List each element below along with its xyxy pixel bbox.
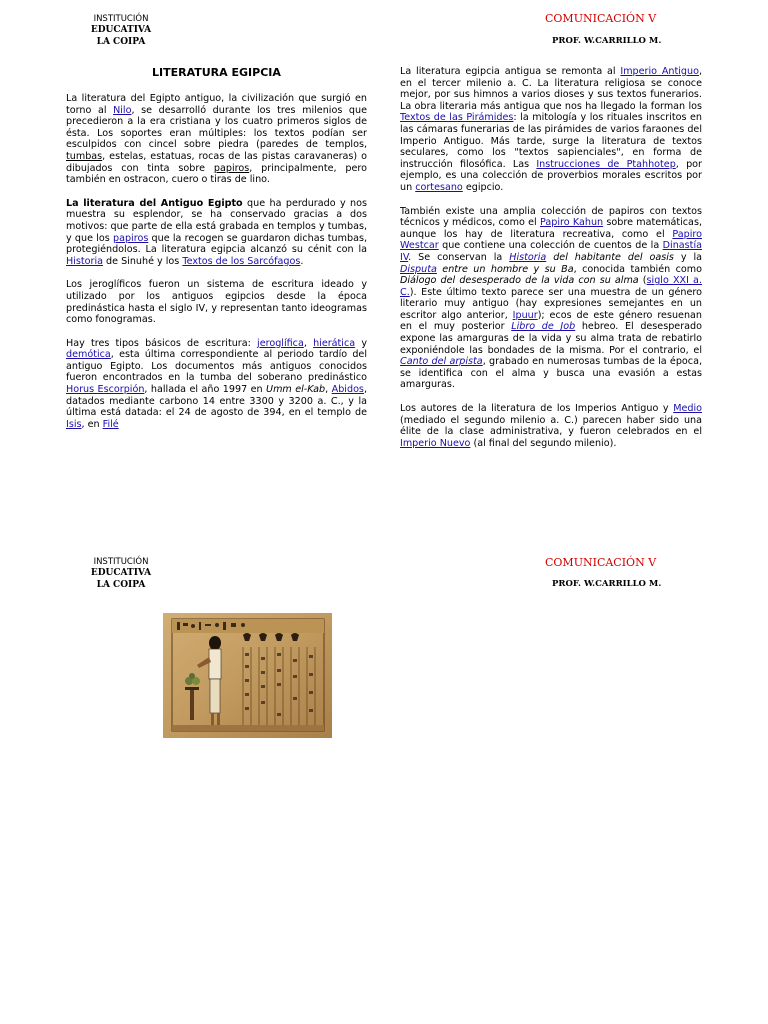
link-imperio-antiguo[interactable]: Imperio Antiguo [620, 66, 699, 77]
link-canto-arpista[interactable]: Canto del arpista [400, 356, 483, 368]
link-medio[interactable]: Medio [673, 403, 702, 415]
teacher-name: PROF. W.CARRILLO M. [552, 36, 662, 46]
link-demotica[interactable]: demótica [66, 349, 111, 361]
link-nilo[interactable]: Nilo [113, 104, 132, 116]
page-title: LITERATURA EGIPCIA [152, 66, 281, 79]
papyrus-illustration [163, 613, 332, 738]
link-tumbas[interactable]: tumbas [66, 150, 103, 162]
link-horus-escorpion[interactable]: Horus Escorpión [66, 384, 145, 396]
left-paragraph-4: Hay tres tipos básicos de escritura: jeroglífica, hierática y demótica, esta última correspondiente al periodo tardío del antiguo Egipto. Los documentos más antiguos conocidos fueron encontrados en la tumba del soberano predinástico Horus Escorpión, hallada el año 1997 en Umm el-Kab, Abidos, datados mediante carbono 14 entre 3300 y 3200 a. C., y la última está datada: el 24 de agosto de 394, en el templo de Isis, en Filé [66, 337, 367, 430]
inst-line2: EDUCATIVA [90, 25, 152, 35]
right-paragraph-3: Los autores de la literatura de los Imperios Antiguo y Medio (mediado el segundo milenio a. C.) parecen haber sido una élite de la clase administrativa, y fueron celebrados en el Imperio Nuevo (al final del segundo milenio). [400, 403, 702, 449]
link-papiros[interactable]: papiros [213, 162, 250, 174]
inst-line1: INSTITUCIÓN [93, 14, 149, 24]
link-libro-job[interactable]: Libro de Job [511, 321, 576, 333]
link-isis[interactable]: Isis [66, 418, 82, 430]
inst-line2-2: EDUCATIVA [90, 568, 152, 578]
left-paragraph-1: La literatura del Egipto antiguo, la civilización que surgió en torno al Nilo, se desarrolló durante los tres milenios que precedieron a la era cristiana y los cuatro primeros siglos de ésta. Los soportes eran múltiples: los textos podían ser esculpidos con cincel sobre piedra (paredes de templos, tumbas, estelas, estatuas, rocas de las pistas caravaneras) o dibujados con tinta sobre papiros, principalmente, pero también en ostracon, cuero o tiras de lino. [66, 93, 368, 186]
institution-header-2 [80, 557, 162, 591]
link-textos-sarcofagos[interactable]: Textos de los Sarcófagos [182, 255, 301, 267]
link-dinastia-iv[interactable]: Dinastía IV [400, 240, 702, 263]
right-column [400, 66, 702, 461]
link-papiro-westcar[interactable]: Papiro Westcar [400, 228, 702, 252]
left-paragraph-2: La literatura del Antiguo Egipto que ha perdurado y nos muestra su esplendor, se ha conservado gracias a dos motivos: que parte de ella está grabada en templos y tumbas, y que los papiros que la recogen se guardaron dichas tumbas, protegiéndolos. La literatura egipcia alcanzó su cénit con la Historia de Sinuhé y los Textos de los Sarcófagos. [66, 197, 368, 267]
teacher-name-2: PROF. W.CARRILLO M. [552, 579, 662, 589]
inst-line3: LA COIPA [96, 37, 146, 47]
link-historia[interactable]: Historia [66, 255, 103, 267]
right-paragraph-1: La literatura egipcia antigua se remonta al Imperio Antiguo, en el tercer milenio a. C. La literatura religiosa se conoce mejor, por sus himnos a varios dioses y sus textos funerarios. La obra literaria más antigua que nos ha llegado la forman los Textos de las Pirámides: la mitología y los rituales inscritos en las cámaras funerarias de las pirámides de varios faraones del Imperio Antiguo. Más tarde, surge la literatura de textos seculares, como los "textos sapienciales", en forma de instrucción filosófica. Las Instrucciones de Ptahhotep, por ejemplo, es una colección de proverbios morales escritos por un cortesano egipcio. [400, 66, 702, 193]
course-title-2: COMUNICACIÓN V [545, 556, 657, 569]
link-historia-oasis[interactable]: Historia [509, 251, 547, 263]
link-cortesano[interactable]: cortesano [415, 181, 463, 193]
left-paragraph-3: Los jeroglíficos fueron un sistema de escritura ideado y utilizado por los antiguos egipcios desde la época predinástica hasta el siglo IV, y representan tanto ideogramas como fonogramas. [66, 279, 367, 326]
link-imperio-nuevo[interactable]: Imperio Nuevo [400, 437, 471, 449]
inst-line3-2: LA COIPA [96, 580, 146, 590]
link-papiro-kahun[interactable]: Papiro Kahun [540, 217, 604, 229]
link-ipuur[interactable]: Ipuur [512, 309, 538, 321]
left-column [66, 93, 367, 442]
inst-line1-2: INSTITUCIÓN [93, 557, 149, 567]
institution-header [80, 14, 162, 48]
link-file[interactable]: Filé [102, 418, 119, 430]
link-siglo-xxi[interactable]: siglo XXI a. C. [400, 275, 702, 298]
link-abidos[interactable]: Abidos [331, 384, 364, 396]
papyrus-image [163, 613, 332, 738]
link-jeroglifica[interactable]: jeroglífica [257, 337, 304, 349]
course-title: COMUNICACIÓN V [545, 12, 657, 25]
link-textos-piramides[interactable]: Textos de las Pirámides [400, 112, 514, 124]
link-papiros-2[interactable]: papiros [113, 232, 149, 244]
right-paragraph-2: También existe una amplia colección de papiros con textos técnicos y médicos, como el Papiro Kahun sobre matemáticas, aunque los hay de literatura recreativa, como el Papiro Westcar que contiene una colección de cuentos de la Dinastía IV. Se conservan la Historia del habitante del oasis y la Disputa entre un hombre y su Ba, conocida también como Diálogo del desesperado de la vida con su alma (siglo XXI a. C.). Este último texto parece ser una muestra de un género literario muy antiguo (hay expresiones semejantes en un escritor algo anterior, Ipuur); ecos de este género resuenan en el muy posterior Libro de Job hebreo. El desesperado expone las amarguras de la vida y su alma trata de rebatirlo exponiéndole las bondades de la misma. Por el contrario, el Canto del arpista, grabado en numerosas tumbas de la época, se identifica con el alma y busca una evasión a estas amarguras. [400, 205, 702, 391]
link-hieratica[interactable]: hierática [313, 337, 356, 349]
link-ptahhotep[interactable]: Instrucciones de Ptahhotep [536, 158, 676, 170]
link-disputa[interactable]: Disputa [400, 263, 437, 275]
